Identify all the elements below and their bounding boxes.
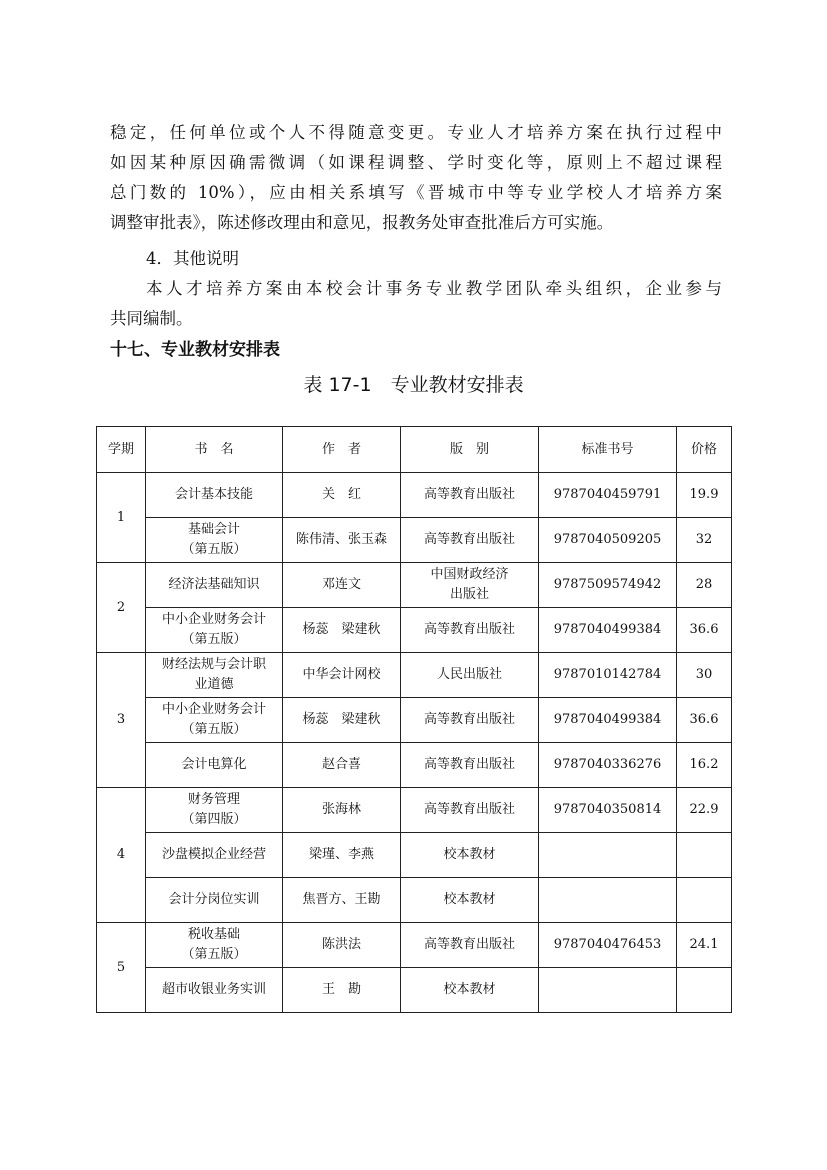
- paragraph-line: 总门数的 10%），应由相关系填写《晋城市中等专业学校人才培养方案: [110, 183, 722, 202]
- cell-author: 张海林: [283, 788, 401, 833]
- textbook-table: [96, 426, 732, 1013]
- cell-publisher: 高等教育出版社: [401, 788, 539, 833]
- cell-price: 30: [677, 653, 732, 698]
- header-publisher: 版 别: [401, 427, 539, 473]
- cell-title: 财经法规与会计职 业道德: [146, 653, 283, 698]
- cell-title: 税收基础 （第五版）: [146, 923, 283, 968]
- cell-publisher: 校本教材: [401, 968, 539, 1013]
- cell-author: 邓连文: [283, 563, 401, 608]
- header-price: 价格: [677, 427, 732, 473]
- table-row: [97, 878, 732, 923]
- table-header-row: [97, 427, 732, 473]
- cell-publisher: 高等教育出版社: [401, 518, 539, 563]
- paragraph-line: 稳定，任何单位或个人不得随意变更。专业人才培养方案在执行过程中: [110, 123, 722, 142]
- table-row: [97, 563, 732, 608]
- paragraph-line: 如因某种原因确需微调（如课程调整、学时变化等，原则上不超过课程: [110, 153, 722, 172]
- table-row: [97, 968, 732, 1013]
- cell-isbn: 9787010142784: [539, 653, 677, 698]
- table-row: [97, 923, 732, 968]
- cell-author: 关 红: [283, 473, 401, 518]
- cell-price: [677, 878, 732, 923]
- cell-isbn: [539, 833, 677, 878]
- cell-author: 杨蕊 梁建秋: [283, 608, 401, 653]
- cell-author: 焦晋方、王勘: [283, 878, 401, 923]
- cell-publisher: 高等教育出版社: [401, 698, 539, 743]
- cell-isbn: 9787509574942: [539, 563, 677, 608]
- cell-isbn: 9787040509205: [539, 518, 677, 563]
- table-row: [97, 698, 732, 743]
- cell-publisher: 高等教育出版社: [401, 923, 539, 968]
- cell-author: 杨蕊 梁建秋: [283, 698, 401, 743]
- paragraph-line: 共同编制。: [110, 309, 193, 328]
- table-row: [97, 608, 732, 653]
- cell-price: 36.6: [677, 698, 732, 743]
- cell-publisher: 校本教材: [401, 833, 539, 878]
- table-row: [97, 653, 732, 698]
- cell-term: 3: [97, 653, 146, 788]
- cell-term: 5: [97, 923, 146, 1013]
- cell-isbn: [539, 878, 677, 923]
- item-other-notes: 4．其他说明: [146, 249, 239, 268]
- header-isbn: 标准书号: [539, 427, 677, 473]
- cell-price: 24.1: [677, 923, 732, 968]
- cell-author: 陈伟清、张玉森: [283, 518, 401, 563]
- table-row: [97, 788, 732, 833]
- cell-publisher: 高等教育出版社: [401, 743, 539, 788]
- cell-title: 超市收银业务实训: [146, 968, 283, 1013]
- cell-isbn: [539, 968, 677, 1013]
- cell-price: 28: [677, 563, 732, 608]
- cell-term: 4: [97, 788, 146, 923]
- cell-author: 赵合喜: [283, 743, 401, 788]
- cell-isbn: 9787040476453: [539, 923, 677, 968]
- cell-publisher: 高等教育出版社: [401, 473, 539, 518]
- cell-term: 1: [97, 473, 146, 563]
- cell-author: 陈洪法: [283, 923, 401, 968]
- table-row: [97, 473, 732, 518]
- paragraph-approval-rules: [110, 118, 722, 238]
- cell-author: 中华会计网校: [283, 653, 401, 698]
- cell-publisher: 高等教育出版社: [401, 608, 539, 653]
- cell-title: 财务管理 （第四版）: [146, 788, 283, 833]
- cell-price: 36.6: [677, 608, 732, 653]
- cell-author: 梁瑾、李燕: [283, 833, 401, 878]
- cell-isbn: 9787040499384: [539, 698, 677, 743]
- cell-price: 19.9: [677, 473, 732, 518]
- cell-isbn: 9787040336276: [539, 743, 677, 788]
- cell-isbn: 9787040350814: [539, 788, 677, 833]
- cell-price: 32: [677, 518, 732, 563]
- header-author: 作 者: [283, 427, 401, 473]
- cell-title: 会计分岗位实训: [146, 878, 283, 923]
- cell-title: 基础会计 （第五版）: [146, 518, 283, 563]
- cell-title: 中小企业财务会计 （第五版）: [146, 608, 283, 653]
- cell-price: 16.2: [677, 743, 732, 788]
- cell-author: 王 勘: [283, 968, 401, 1013]
- table-caption: 表 17-1 专业教材安排表: [303, 374, 524, 396]
- cell-title: 中小企业财务会计 （第五版）: [146, 698, 283, 743]
- cell-term: 2: [97, 563, 146, 653]
- cell-title: 经济法基础知识: [146, 563, 283, 608]
- cell-price: 22.9: [677, 788, 732, 833]
- cell-publisher: 校本教材: [401, 878, 539, 923]
- table-row: [97, 743, 732, 788]
- cell-title: 会计电算化: [146, 743, 283, 788]
- paragraph-line: 本人才培养方案由本校会计事务专业教学团队牵头组织，企业参与: [146, 279, 722, 298]
- header-term: 学期: [97, 427, 146, 473]
- paragraph-line: 调整审批表》，陈述修改理由和意见，报教务处审查批准后方可实施。: [110, 213, 614, 232]
- header-title: 书 名: [146, 427, 283, 473]
- table-body: [97, 473, 732, 1013]
- cell-price: [677, 968, 732, 1013]
- cell-price: [677, 833, 732, 878]
- table-row: [97, 518, 732, 563]
- table-row: [97, 833, 732, 878]
- cell-isbn: 9787040499384: [539, 608, 677, 653]
- cell-publisher: 中国财政经济 出版社: [401, 563, 539, 608]
- cell-publisher: 人民出版社: [401, 653, 539, 698]
- cell-title: 沙盘模拟企业经营: [146, 833, 283, 878]
- paragraph-compilation: [110, 274, 722, 334]
- cell-title: 会计基本技能: [146, 473, 283, 518]
- cell-isbn: 9787040459791: [539, 473, 677, 518]
- section-heading: 十七、专业教材安排表: [110, 340, 280, 360]
